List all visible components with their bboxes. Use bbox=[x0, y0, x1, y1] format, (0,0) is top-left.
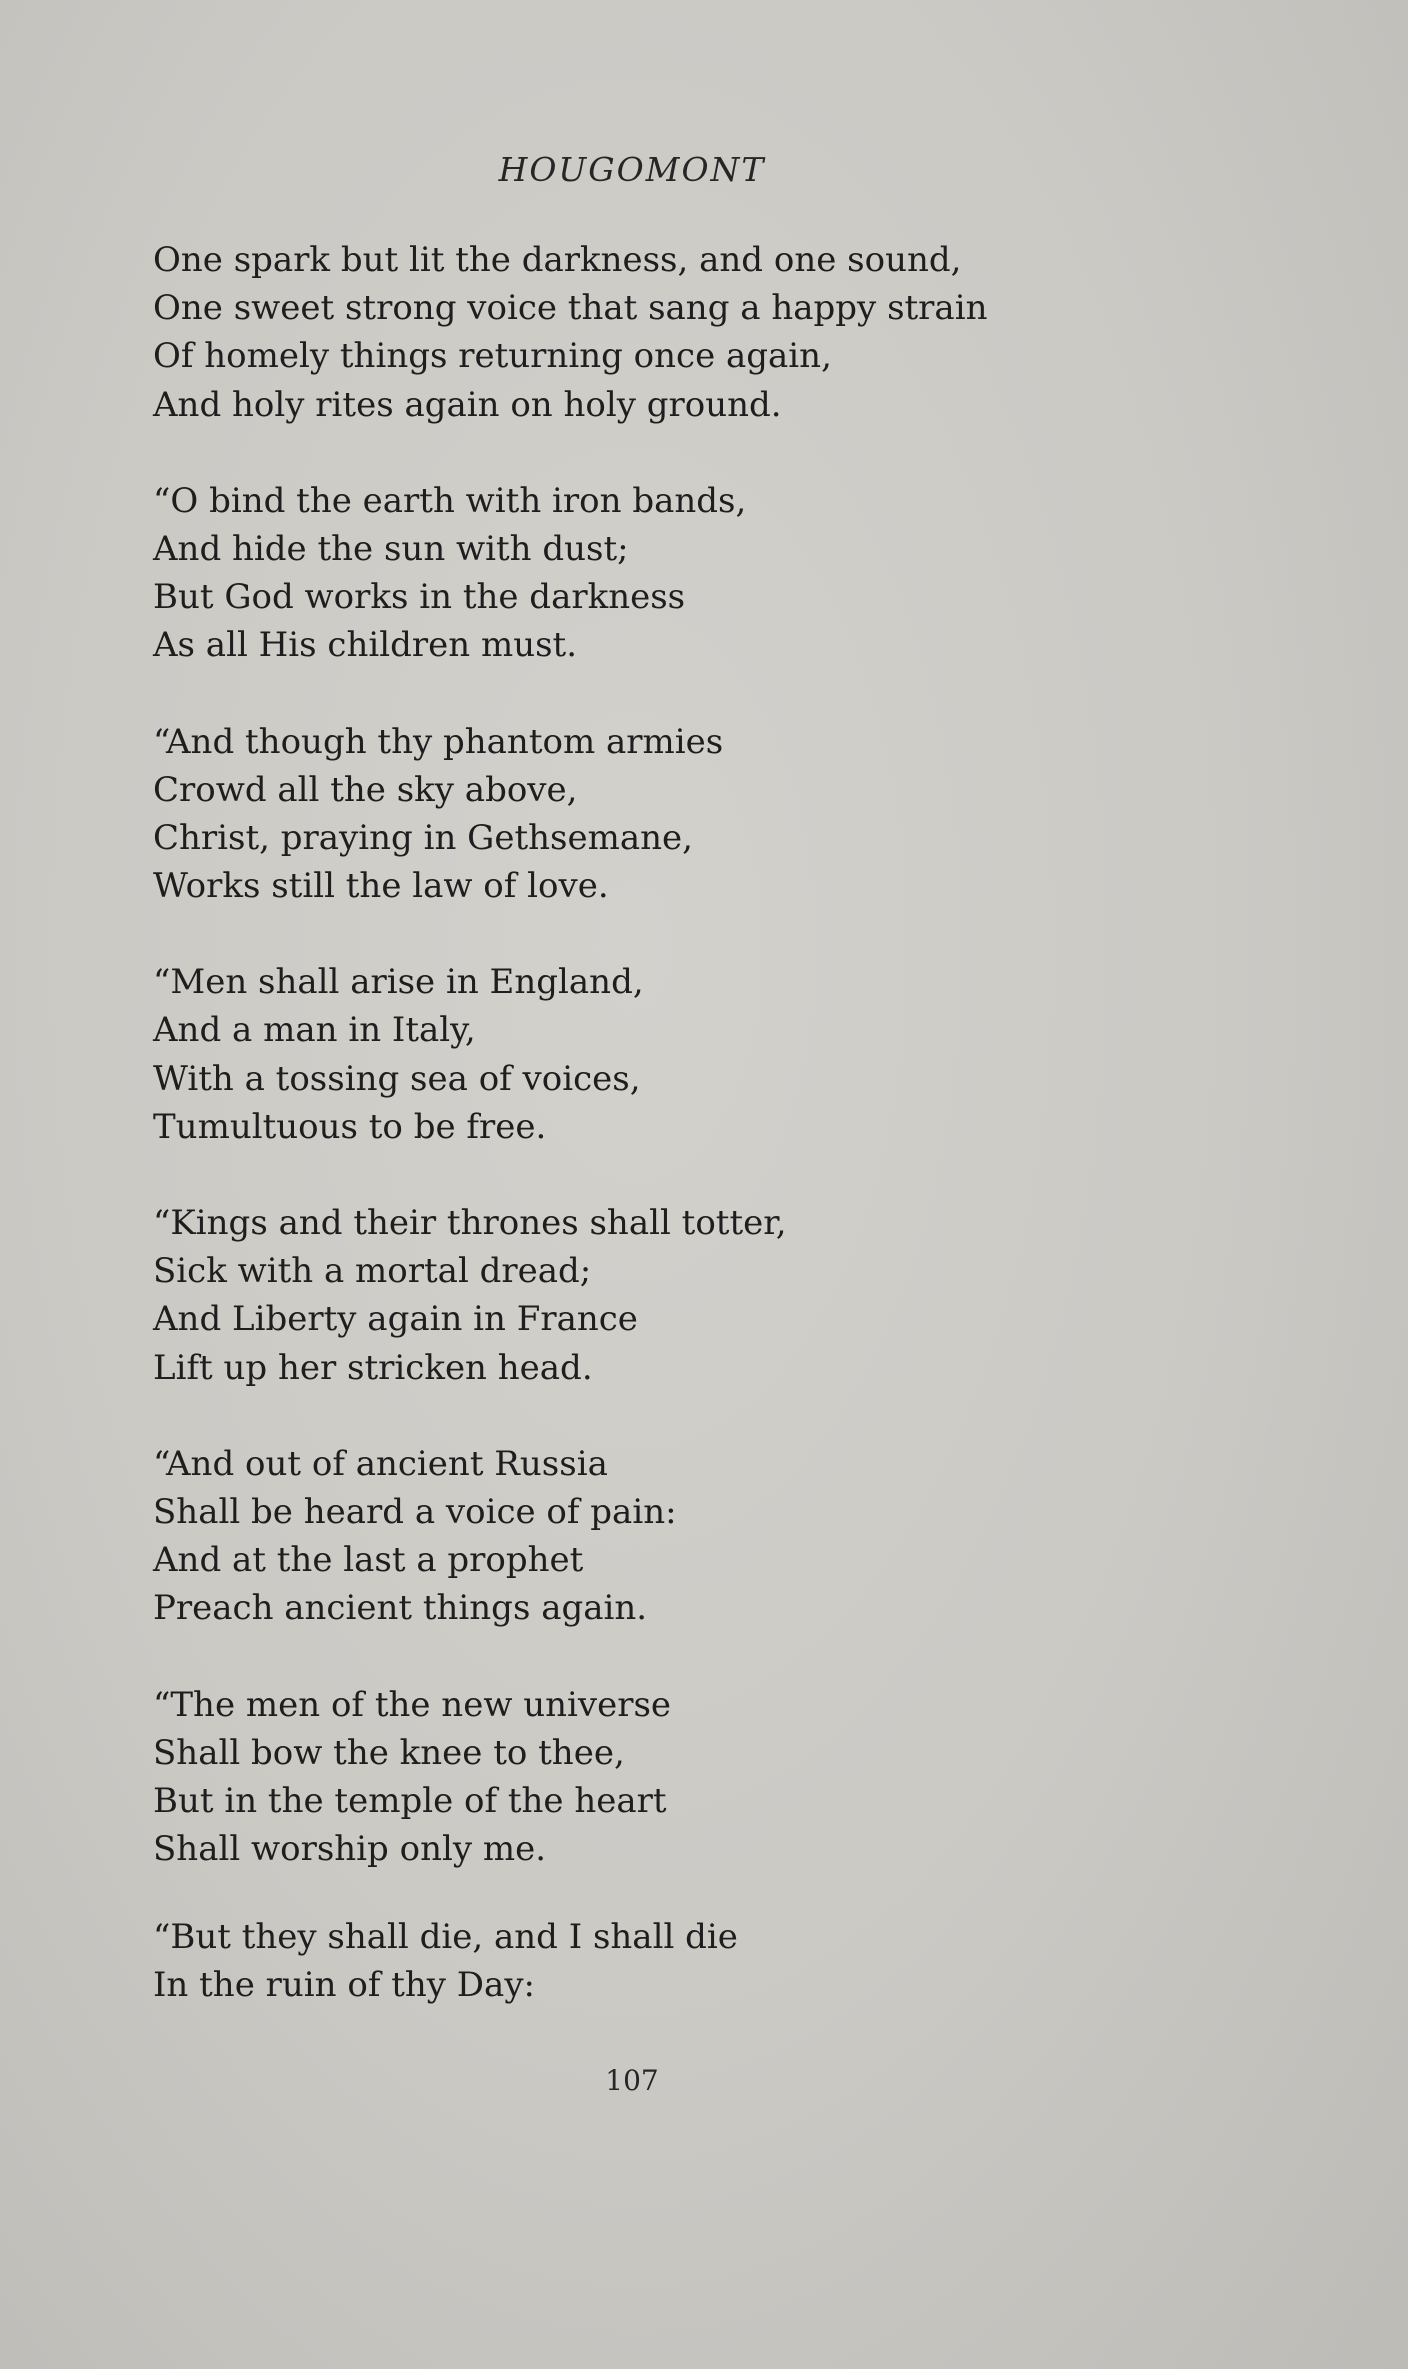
page-number: 107 bbox=[605, 2064, 659, 2097]
poem-line: With a tossing sea of voices, bbox=[153, 1058, 641, 1099]
poem-line: “And out of ancient Russia bbox=[153, 1443, 608, 1484]
poem-line: “O bind the earth with iron bands, bbox=[153, 480, 747, 521]
poem-line: One sweet strong voice that sang a happy strain bbox=[153, 288, 988, 329]
stanza bbox=[153, 958, 1253, 1151]
poem-line: Crowd all the sky above, bbox=[153, 769, 578, 810]
stanza bbox=[153, 1913, 1253, 2009]
poem-line: And at the last a prophet bbox=[153, 1540, 584, 1581]
poem-line: “Kings and their thrones shall totter, bbox=[153, 1203, 787, 1243]
stanza bbox=[153, 718, 1253, 911]
poem-line: Tumultuous to be free. bbox=[153, 1106, 547, 1147]
poem-line: “The men of the new universe bbox=[153, 1684, 672, 1725]
poem-line: “And though thy phantom armies bbox=[153, 721, 724, 762]
poem-line: And holy rites again on holy ground. bbox=[153, 384, 782, 425]
poem-line: But God works in the darkness bbox=[153, 577, 686, 618]
poem-line: Shall bow the knee to thee, bbox=[153, 1732, 625, 1773]
poem-line: Works still the law of love. bbox=[153, 866, 609, 907]
poem-line: Shall be heard a voice of pain: bbox=[153, 1491, 677, 1532]
poem-line: Preach ancient things again. bbox=[153, 1588, 648, 1629]
poem-line: Shall worship only me. bbox=[153, 1829, 547, 1870]
poem-line: And Liberty again in France bbox=[153, 1299, 638, 1340]
poem-line: Sick with a mortal dread; bbox=[153, 1251, 592, 1292]
stanza bbox=[153, 1681, 1253, 1874]
poem-line: “But they shall die, and I shall die bbox=[153, 1917, 738, 1958]
poem-line: And hide the sun with dust; bbox=[153, 528, 629, 569]
stanza bbox=[153, 1199, 1253, 1392]
poem-line: And a man in Italy, bbox=[153, 1010, 476, 1051]
poem-line: As all His children must. bbox=[153, 625, 578, 666]
stanza bbox=[153, 477, 1253, 670]
poem-line: Lift up her stricken head. bbox=[153, 1347, 593, 1388]
poem-body bbox=[153, 236, 1253, 2010]
poem-line: Christ, praying in Gethsemane, bbox=[153, 817, 693, 858]
stanza bbox=[153, 1440, 1253, 1633]
poem-line: Of homely things returning once again, bbox=[153, 336, 832, 377]
poem-line: One spark but lit the darkness, and one sound, bbox=[153, 240, 962, 280]
running-head: HOUGOMONT bbox=[498, 150, 766, 189]
poem-line: In the ruin of thy Day: bbox=[153, 1965, 535, 2006]
poem-line: “Men shall arise in England, bbox=[153, 962, 644, 1003]
stanza bbox=[153, 236, 1253, 429]
poem-line: But in the temple of the heart bbox=[153, 1780, 667, 1821]
